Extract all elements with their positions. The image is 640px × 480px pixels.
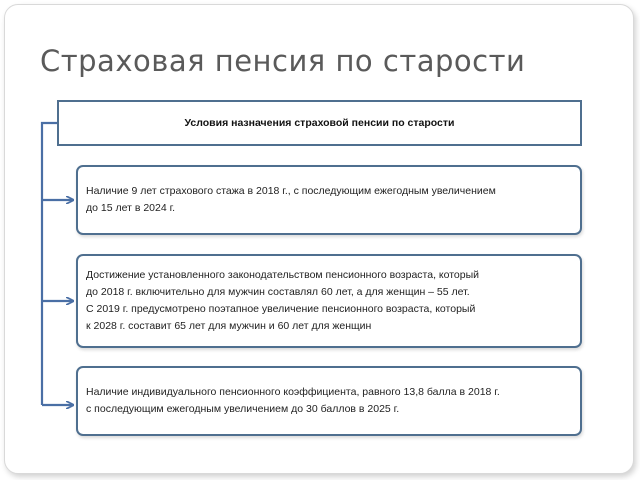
connector-trunk xyxy=(42,123,57,405)
condition-box-pension-coefficient xyxy=(76,366,582,436)
condition-box-retirement-age xyxy=(76,254,582,348)
condition-text-retirement-age: Достижение установленного законодательством пенсионного возраста, который до 2018 г. включительно для мужчин составлял 60 лет, а для женщин – 55 лет. С 2019 г. предусмотрено поэтапное увеличение пенсионного возраста, который к 2028 г. составит 65 лет для мужчин и 60 лет для женщин xyxy=(86,269,480,332)
condition-text-pension-coefficient: Наличие индивидуального пенсионного коэффициента, равного 13,8 балла в 2018 г. с последующим ежегодным увеличением до 30 баллов в 2025 г. xyxy=(86,386,500,415)
diagram-header-text: Условия назначения страховой пенсии по старости xyxy=(184,117,455,129)
diagram-header-box xyxy=(57,100,582,146)
condition-text-insurance-experience: Наличие 9 лет страхового стажа в 2018 г., с последующим ежегодным увеличением до 15 лет в 2024 г. xyxy=(86,185,496,214)
slide-title: Страховая пенсия по старости xyxy=(40,44,526,78)
condition-box-insurance-experience xyxy=(76,165,582,235)
